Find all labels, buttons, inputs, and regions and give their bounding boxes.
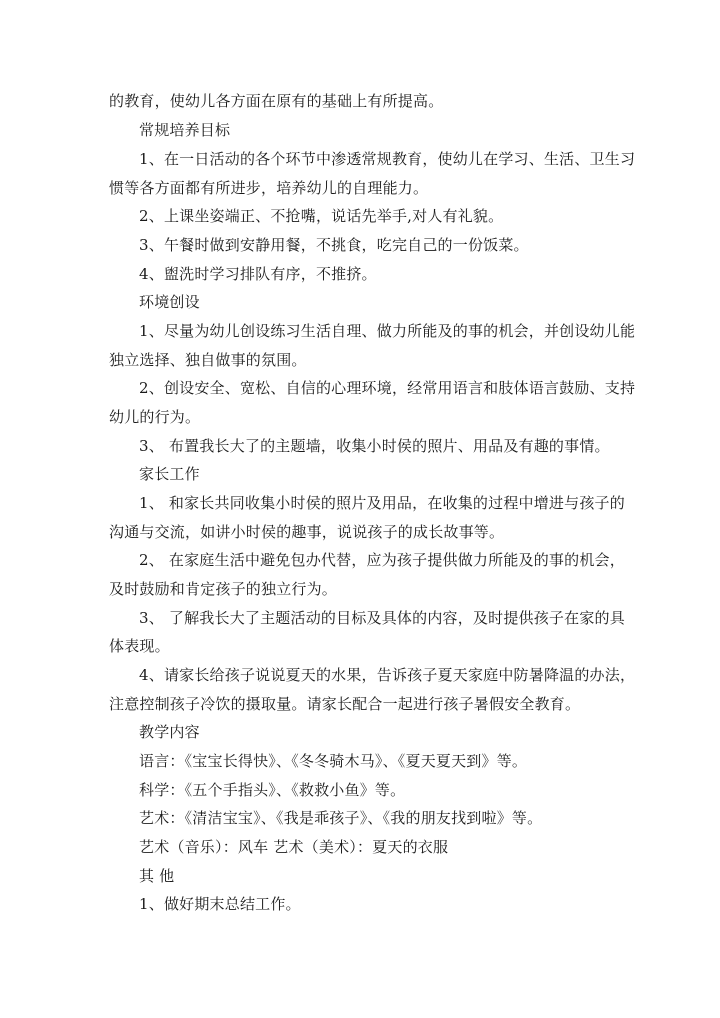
paragraph-line: 及时鼓励和肯定孩子的独立行为。 [109,580,338,598]
paragraph-line: 独立选择、独自做事的氛围。 [109,351,307,369]
paragraph-line: 3、 了解我长大了主题活动的目标及具体的内容，及时提供孩子在家的具 [139,609,625,627]
paragraph-line: 幼儿的行为。 [109,408,201,426]
section-heading-routine-goals: 常规培养目标 [139,121,231,139]
paragraph-line: 1、在一日活动的各个环节中渗透常规教育，使幼儿在学习、生活、卫生习 [139,150,636,168]
paragraph-line: 3、 布置我长大了的主题墙，收集小时侯的照片、用品及有趣的事情。 [139,437,610,455]
section-heading-environment: 环境创设 [139,293,200,311]
paragraph-line: 3、午餐时做到安静用餐，不挑食，吃完自己的一份饭菜。 [139,236,529,254]
section-heading-parent-work: 家长工作 [139,465,200,483]
paragraph-line: 惯等各方面都有所进步，培养幼儿的自理能力。 [109,179,429,197]
paragraph-line: 2、创设安全、宽松、自信的心理环境，经常用语言和肢体语言鼓励、支持 [139,379,636,397]
paragraph-line: 艺术（音乐）：风车 艺术（美术）：夏天的衣服 [139,838,449,856]
paragraph-line: 1、尽量为幼儿创设练习生活自理、做力所能及的事的机会，并创设幼儿能 [139,322,636,340]
paragraph-line: 4、请家长给孩子说说夏天的水果，告诉孩子夏天家庭中防暑降温的办法， [139,666,636,684]
paragraph-line: 沟通与交流，如讲小时侯的趣事，说说孩子的成长故事等。 [109,523,505,541]
section-heading-teaching-content: 教学内容 [139,723,200,741]
paragraph-line: 注意控制孩子冷饮的摄取量。请家长配合一起进行孩子暑假安全教育。 [109,695,581,713]
section-heading-other: 其 他 [139,867,175,885]
paragraph-line: 1、 和家长共同收集小时侯的照片及用品，在收集的过程中增进与孩子的 [139,494,625,512]
paragraph-line: 1、做好期末总结工作。 [139,895,301,913]
paragraph-line: 的教育，使幼儿各方面在原有的基础上有所提高。 [109,92,444,110]
paragraph-line: 科学：《五个手指头》、《救救小鱼》等。 [139,781,406,799]
paragraph-line: 2、 在家庭生活中避免包办代替，应为孩子提供做力所能及的事的机会， [139,551,625,569]
paragraph-line: 体表现。 [109,637,170,655]
paragraph-line: 2、上课坐姿端正、不抢嘴，说话先举手,对人有礼貌。 [139,207,504,225]
paragraph-line: 语言：《宝宝长得快》、《冬冬骑木马》、《夏天夏天到》等。 [139,752,528,770]
paragraph-line: 4、盥洗时学习排队有序，不推挤。 [139,265,377,283]
paragraph-line: 艺术：《清洁宝宝》、《我是乖孩子》、《我的朋友找到啦》等。 [139,809,543,827]
